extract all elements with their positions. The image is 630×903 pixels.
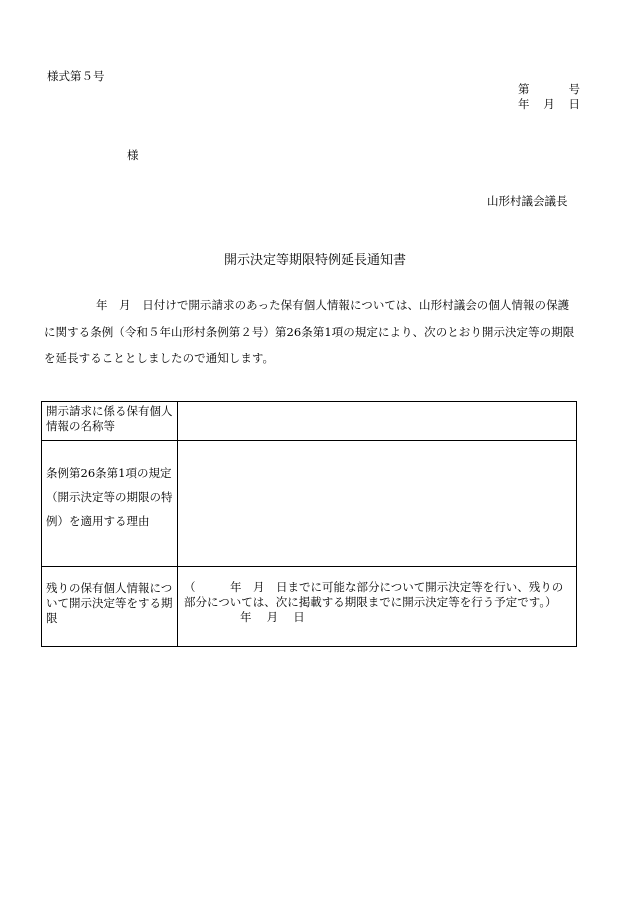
row-label-deadline: 残りの保有個人情報について開示決定等をする期限 [42, 567, 178, 647]
row-label-info-name: 開示請求に係る保有個人情報の名称等 [42, 402, 178, 441]
document-date [518, 97, 580, 112]
deadline-note: （ 年 月 日までに可能な部分について開示決定等を行い、残りの部分については、次に掲載する期限までに開示決定等を行う予定です。） [184, 580, 564, 609]
document-number-block [518, 82, 580, 112]
row-label-reason: 条例第26条第1項の規定（開示決定等の期限の特例）を適用する理由 [42, 441, 178, 567]
deadline-date: 年 月 日 [240, 610, 305, 624]
table-row-deadline [42, 567, 577, 647]
row-value-deadline [178, 567, 577, 647]
addressee: 様 [127, 148, 139, 162]
document-date-day: 日 [568, 97, 580, 111]
form-number: 様式第５号 [47, 69, 105, 83]
sender: 山形村議会議長 [487, 194, 568, 208]
document-number-go: 号 [568, 82, 580, 96]
row-value-info-name [178, 402, 577, 441]
document-date-month: 月 [543, 97, 555, 111]
document-date-year: 年 [518, 97, 530, 111]
document-number-dai: 第 [518, 82, 530, 96]
body-text: 年 月 日付けで開示請求のあった保有個人情報については、山形村議会の個人情報の保護に関する条例（令和５年山形村条例第２号）第26条第1項の規定により、次のとおり開示決定等の期限を延長することとしましたので通知します。 [44, 298, 575, 365]
document-title: 開示決定等期限特例延長通知書 [223, 253, 406, 268]
row-value-reason [178, 441, 577, 567]
document-number [518, 82, 580, 97]
info-table [41, 401, 577, 647]
table-row-name [42, 402, 577, 441]
table-row-reason [42, 441, 577, 567]
